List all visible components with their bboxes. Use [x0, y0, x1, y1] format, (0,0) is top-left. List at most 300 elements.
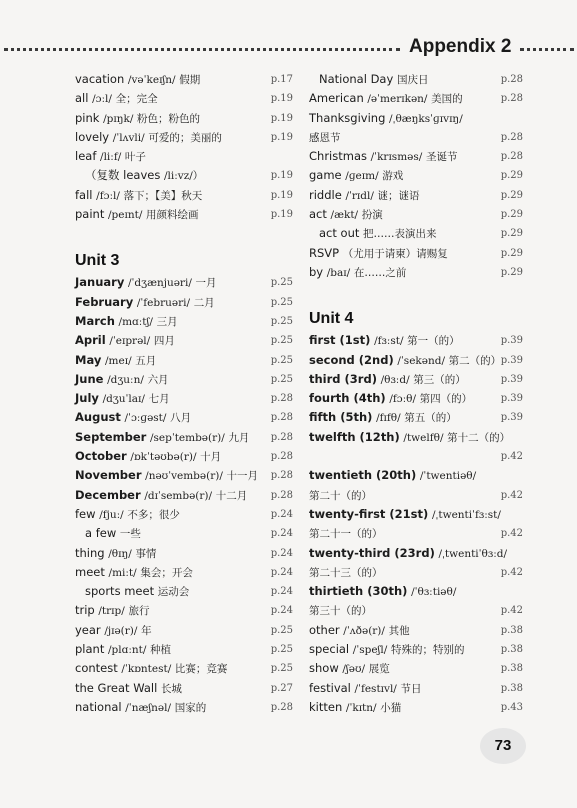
entry-word: thing — [75, 545, 105, 560]
glossary-row — [75, 447, 293, 466]
entry-phonetic: /fɔːl/ — [96, 189, 120, 202]
entry-page-ref: p.24 — [270, 508, 293, 520]
entry-page-ref: p.28 — [270, 412, 293, 424]
unit-4-entries — [309, 331, 523, 717]
entry-meaning: 感恩节 — [309, 131, 341, 144]
right-column — [309, 70, 523, 717]
left-column — [75, 70, 293, 717]
entry-phonetic: /ˈθɜːtiəθ/ — [411, 586, 457, 599]
glossary-row — [309, 70, 523, 89]
entry-phonetic: /twelfθ/ — [403, 431, 444, 444]
glossary-entry — [75, 293, 215, 313]
entry-phonetic: /ˈrɪdl/ — [345, 189, 374, 202]
entry-meaning: 第一（的） — [407, 335, 460, 348]
entry-meaning: 三月 — [156, 315, 178, 328]
entry-page-ref: p.38 — [500, 624, 523, 636]
entry-phonetic: /dɪˈsembə(r)/ — [144, 489, 213, 502]
entry-meaning: 在……之前 — [353, 266, 407, 279]
entry-meaning: 第二十三（的） — [309, 566, 383, 579]
entry-meaning: 十月 — [200, 451, 222, 464]
entry-meaning: 落下；【美】秋天 — [123, 189, 203, 202]
glossary-row — [309, 563, 523, 582]
glossary-entry — [75, 447, 221, 467]
glossary-row — [75, 679, 293, 698]
entry-word: show — [309, 661, 339, 676]
entry-word: a few — [85, 526, 117, 541]
glossary-entry — [75, 505, 180, 525]
glossary-entry — [309, 408, 457, 428]
entry-meaning: 十二月 — [215, 489, 248, 502]
glossary-row — [309, 659, 523, 678]
entry-meaning: 第二十（的） — [309, 489, 372, 502]
glossary-row — [75, 351, 293, 370]
dotted-rule-right — [520, 48, 574, 51]
entry-phonetic: /mɑːtʃ/ — [118, 315, 153, 328]
glossary-row — [75, 621, 293, 640]
entry-page-ref: p.24 — [270, 547, 293, 559]
glossary-row — [75, 582, 293, 601]
glossary-entry — [309, 244, 448, 264]
entry-page-ref: p.39 — [500, 373, 523, 385]
glossary-row — [309, 621, 523, 640]
unit-4-heading: Unit 4 — [309, 310, 354, 328]
entry-page-ref: p.28 — [270, 489, 293, 501]
entry-phonetic: /meɪ/ — [105, 354, 132, 367]
entry-phonetic: /jɪə(r)/ — [104, 624, 138, 637]
entry-word: act out — [319, 226, 360, 241]
glossary-entry — [75, 147, 146, 167]
glossary-entry — [309, 466, 476, 486]
glossary-entry — [75, 166, 203, 186]
glossary-row — [309, 370, 523, 389]
glossary-entry — [75, 698, 206, 718]
glossary-row — [309, 466, 523, 485]
entry-page-ref: p.29 — [500, 266, 523, 278]
entry-phonetic: /ˈʌðə(r)/ — [343, 624, 385, 637]
entry-phonetic: /dʒuˈlaɪ/ — [102, 393, 145, 406]
entry-word: festival — [309, 680, 351, 695]
entry-meaning: 扮演 — [361, 209, 383, 222]
entry-page-ref: p.24 — [270, 566, 293, 578]
entry-phonetic: /ˈnæʃnəl/ — [125, 701, 172, 714]
entry-phonetic: /əˈmerɪkən/ — [367, 93, 428, 106]
glossary-row — [75, 466, 293, 485]
entry-word: American — [309, 91, 364, 106]
glossary-row — [309, 331, 523, 350]
glossary-row — [309, 447, 523, 466]
glossary-row — [309, 224, 523, 243]
entry-meaning: 旅行 — [128, 605, 150, 618]
dotted-rule-left — [4, 48, 400, 51]
entry-word: August — [75, 410, 121, 425]
entry-word: third (3rd) — [309, 371, 377, 386]
glossary-entry — [309, 109, 463, 129]
entry-meaning: 国家的 — [174, 701, 207, 714]
entry-phonetic: /nəʊˈvembə(r)/ — [145, 470, 223, 483]
glossary-row — [75, 370, 293, 389]
unit-3-heading: Unit 3 — [75, 252, 120, 270]
entry-meaning: 全；完全 — [115, 93, 158, 106]
entry-word: meet — [75, 564, 105, 579]
entry-word: all — [75, 91, 89, 106]
glossary-entry — [75, 428, 249, 448]
glossary-row — [309, 486, 523, 505]
entry-page-ref: p.19 — [270, 170, 293, 182]
entry-phonetic: /ˌtwentiˈθɜːd/ — [438, 547, 508, 560]
entry-page-ref: p.29 — [500, 247, 523, 259]
entry-page-ref: p.29 — [500, 209, 523, 221]
entry-word: October — [75, 449, 127, 464]
entry-meaning: 一些 — [119, 528, 141, 541]
entry-word: special — [309, 642, 350, 657]
entry-page-ref: p.24 — [270, 528, 293, 540]
entry-meaning: 节日 — [400, 682, 422, 695]
entry-page-ref: p.29 — [500, 228, 523, 240]
entry-word: February — [75, 294, 134, 309]
glossary-entry — [309, 563, 383, 583]
glossary-row — [309, 389, 523, 408]
glossary-entry — [309, 524, 383, 544]
glossary-row — [309, 109, 523, 128]
entry-meaning: 可爱的；美丽的 — [148, 131, 222, 144]
entry-phonetic: /ˌtwentiˈfɜːst/ — [431, 508, 501, 521]
entry-page-ref: p.24 — [270, 586, 293, 598]
entry-phonetic: /θɜːd/ — [380, 373, 410, 386]
entry-page-ref: p.39 — [500, 412, 523, 424]
glossary-row — [309, 640, 523, 659]
entry-page-ref: p.25 — [270, 277, 293, 289]
glossary-row — [75, 312, 293, 331]
entry-meaning: 谜；谜语 — [377, 189, 420, 202]
entry-page-ref: p.25 — [270, 296, 293, 308]
entry-phonetic: /ˌθæŋksˈɡɪvɪŋ/ — [389, 112, 463, 125]
entry-page-ref: p.28 — [270, 701, 293, 713]
entry-word: other — [309, 622, 340, 637]
entry-word: May — [75, 352, 102, 367]
glossary-row — [309, 147, 523, 166]
entry-meaning: 美国的 — [431, 93, 463, 106]
entry-phonetic: /liːvz/） — [164, 170, 204, 183]
entry-word: fourth (4th) — [309, 391, 386, 406]
glossary-row — [309, 263, 523, 282]
page-number: 73 — [480, 728, 526, 764]
glossary-entry — [309, 331, 460, 351]
entry-word: June — [75, 371, 104, 386]
glossary-entry — [75, 273, 217, 293]
glossary-row — [75, 524, 293, 543]
entry-phonetic: /ˈɔːɡəst/ — [124, 412, 167, 425]
glossary-entry — [75, 621, 152, 641]
glossary-row — [309, 408, 523, 427]
entry-page-ref: p.42 — [500, 566, 523, 578]
glossary-row — [309, 205, 523, 224]
entry-phonetic: /ˈfebruəri/ — [136, 296, 191, 309]
entry-word: vacation — [75, 72, 125, 86]
glossary-entry — [75, 70, 200, 90]
glossary-entry — [309, 370, 466, 390]
glossary-entry — [309, 89, 463, 109]
entry-meaning: 六月 — [147, 373, 169, 386]
glossary-row — [309, 89, 523, 108]
entry-meaning: 粉色；粉色的 — [137, 112, 201, 125]
entry-meaning: 第四（的） — [419, 393, 473, 406]
entry-meaning: 展览 — [368, 663, 390, 676]
glossary-row — [309, 582, 523, 601]
entry-page-ref: p.39 — [500, 335, 523, 347]
entry-page-ref: p.27 — [270, 682, 293, 694]
entry-phonetic: /fɔːθ/ — [389, 393, 417, 406]
entry-meaning: 第十二（的） — [447, 431, 511, 444]
entry-page-ref: p.38 — [500, 644, 523, 656]
glossary-row — [75, 205, 293, 224]
entry-meaning: 特殊的；特别的 — [390, 644, 465, 657]
glossary-row — [309, 544, 523, 563]
entry-word: twenty-third (23rd) — [309, 545, 435, 560]
glossary-entry — [75, 89, 158, 109]
entry-page-ref: p.19 — [270, 93, 293, 105]
entry-meaning: 叶子 — [124, 151, 146, 164]
entry-phonetic: /ˈkrɪsməs/ — [370, 151, 423, 164]
entry-page-ref: p.43 — [500, 701, 523, 713]
entry-meaning: 年 — [141, 624, 152, 637]
entry-meaning: 七月 — [148, 393, 170, 406]
entry-meaning: 假期 — [179, 74, 201, 86]
glossary-entry — [309, 544, 507, 564]
entry-word: kitten — [309, 699, 343, 714]
entry-page-ref: p.28 — [270, 393, 293, 405]
entry-page-ref: p.19 — [270, 112, 293, 124]
glossary-row — [75, 601, 293, 620]
glossary-row — [309, 351, 523, 370]
entry-word: lovely — [75, 129, 110, 144]
glossary-row — [75, 147, 293, 166]
glossary-entry — [309, 186, 420, 206]
entry-meaning: 集会；开会 — [140, 566, 193, 579]
entry-page-ref: p.25 — [270, 663, 293, 675]
entry-meaning: 长城 — [160, 682, 182, 695]
entry-phonetic: /fjuː/ — [99, 508, 124, 521]
glossary-row — [75, 389, 293, 408]
entry-word: twelfth (12th) — [309, 429, 400, 444]
entry-meaning: 十一月 — [226, 470, 259, 483]
entry-phonetic: /dʒuːn/ — [107, 373, 144, 386]
entry-phonetic: /ˈspeʃl/ — [352, 644, 388, 657]
entry-phonetic: /ˈdʒænjuəri/ — [128, 277, 192, 290]
glossary-row — [309, 128, 523, 147]
glossary-entry — [75, 186, 202, 206]
entry-page-ref: p.38 — [500, 663, 523, 675]
entry-page-ref: p.19 — [270, 189, 293, 201]
glossary-row — [309, 244, 523, 263]
glossary-entry — [309, 224, 437, 244]
glossary-entry — [75, 312, 178, 332]
entry-phonetic: /vəˈkeɪʃn/ — [127, 74, 176, 86]
section-gap — [309, 282, 523, 307]
glossary-entry — [309, 351, 501, 371]
glossary-entry — [309, 582, 456, 602]
entry-phonetic: /peɪnt/ — [108, 209, 143, 222]
glossary-row — [75, 293, 293, 312]
page-header — [0, 34, 577, 64]
glossary-row — [75, 486, 293, 505]
glossary-row — [309, 524, 523, 543]
glossary-entry — [75, 640, 171, 660]
entry-word: fifth (5th) — [309, 410, 373, 425]
entry-phonetic: /ɔːl/ — [92, 93, 112, 106]
glossary-entry — [309, 128, 341, 148]
entry-word: trip — [75, 603, 95, 618]
entry-word: year — [75, 622, 101, 637]
glossary-row — [309, 679, 523, 698]
entry-phonetic: /ˈkɒntest/ — [121, 663, 172, 676]
glossary-entry — [75, 524, 141, 544]
entry-page-ref: p.28 — [270, 431, 293, 443]
entry-word: riddle — [309, 187, 342, 202]
entry-page-ref: p.28 — [500, 93, 523, 105]
glossary-entry — [309, 486, 372, 506]
glossary-row — [75, 563, 293, 582]
entry-word: （复数 leaves — [85, 168, 161, 183]
entry-page-ref: p.29 — [500, 189, 523, 201]
entry-phonetic: /ˈtwentiəθ/ — [419, 470, 477, 483]
glossary-entry — [75, 563, 193, 583]
glossary-row — [75, 166, 293, 185]
entry-word: first (1st) — [309, 333, 371, 348]
glossary-entry — [309, 389, 472, 409]
glossary-row — [75, 505, 293, 524]
glossary-row — [309, 601, 523, 620]
entry-phonetic: /ʃəʊ/ — [342, 663, 366, 676]
entry-word: April — [75, 333, 106, 348]
glossary-row — [75, 408, 293, 427]
glossary-entry — [75, 370, 169, 390]
entry-phonetic: /miːt/ — [108, 566, 137, 579]
entry-phonetic: /baɪ/ — [326, 266, 351, 279]
entry-page-ref: p.25 — [270, 354, 293, 366]
glossary-row — [75, 659, 293, 678]
glossary-entry — [309, 621, 410, 641]
entry-phonetic: /fɪfθ/ — [376, 412, 401, 425]
entry-meaning: 九月 — [228, 431, 250, 444]
glossary-row — [75, 128, 293, 147]
entry-page-ref: p.28 — [500, 151, 523, 163]
entry-meaning: 种植 — [150, 644, 172, 657]
glossary-entry — [75, 601, 149, 621]
entry-meaning: 第三十（的） — [309, 605, 372, 618]
entry-meaning: 第五（的） — [404, 412, 457, 425]
entry-meaning: 八月 — [170, 412, 192, 425]
entry-word: the Great Wall — [75, 680, 158, 695]
entry-phonetic: /ˈfestɪvl/ — [354, 682, 397, 695]
entry-meaning: 事情 — [135, 547, 157, 560]
entry-page-ref: p.25 — [270, 315, 293, 327]
entry-phonetic: /ˈkɪtn/ — [345, 701, 377, 714]
entry-page-ref: p.42 — [500, 489, 523, 501]
glossary-row — [75, 428, 293, 447]
glossary-entry — [75, 659, 227, 679]
entry-meaning: 用颜料绘画 — [146, 209, 199, 222]
glossary-entry — [309, 166, 403, 186]
entry-page-ref: p.42 — [500, 451, 523, 463]
entry-word: March — [75, 313, 115, 328]
entry-meaning: 其他 — [388, 624, 410, 637]
glossary-entry — [75, 351, 156, 371]
glossary-entry — [75, 205, 199, 225]
right-top-entries — [309, 70, 523, 282]
glossary-row — [309, 505, 523, 524]
unit-3-entries — [75, 273, 293, 717]
entry-page-ref: p.24 — [270, 605, 293, 617]
glossary-entry — [309, 698, 401, 718]
glossary-row — [75, 273, 293, 292]
entry-page-ref: p.25 — [270, 624, 293, 636]
glossary-entry — [75, 109, 200, 129]
entry-word: pink — [75, 110, 100, 125]
glossary-row — [75, 544, 293, 563]
glossary-entry — [309, 640, 464, 660]
entry-page-ref: p.17 — [270, 74, 293, 85]
glossary-entry — [75, 466, 258, 486]
entry-phonetic: /liːf/ — [100, 151, 122, 164]
entry-word: by — [309, 264, 324, 279]
entry-page-ref: p.42 — [500, 605, 523, 617]
entry-word: Christmas — [309, 149, 367, 164]
entry-meaning: 把……表演出来 — [363, 228, 437, 241]
entry-phonetic: /pɪŋk/ — [103, 112, 134, 125]
entry-page-ref: p.28 — [270, 451, 293, 463]
entry-word: Thanksgiving — [309, 110, 386, 125]
entry-meaning: 五月 — [135, 354, 157, 367]
entry-word: game — [309, 168, 342, 183]
glossary-entry — [75, 582, 189, 602]
glossary-row — [75, 109, 293, 128]
entry-meaning: 二月 — [193, 296, 215, 309]
entry-page-ref: p.25 — [270, 373, 293, 385]
entry-phonetic: /θɪŋ/ — [108, 547, 132, 560]
entry-phonetic: /ˈeɪprəl/ — [109, 335, 151, 348]
entry-page-ref: p.38 — [500, 682, 523, 694]
glossary-row — [75, 89, 293, 108]
entry-page-ref: p.25 — [270, 644, 293, 656]
entry-phonetic: /ˈlʌvli/ — [112, 131, 145, 144]
glossary-row — [75, 698, 293, 717]
entry-word: December — [75, 487, 141, 502]
glossary-entry — [309, 505, 501, 525]
entry-phonetic: /ɡeɪm/ — [345, 170, 379, 183]
entry-word: thirtieth (30th) — [309, 584, 408, 599]
entry-word: National Day — [319, 72, 394, 86]
entry-word: twenty-first (21st) — [309, 506, 429, 521]
entry-word: contest — [75, 661, 118, 676]
entry-page-ref: p.19 — [270, 209, 293, 221]
glossary-entry — [309, 659, 390, 679]
entry-word: paint — [75, 207, 105, 222]
entry-meaning: 第三（的） — [413, 373, 466, 386]
glossary-row — [75, 186, 293, 205]
entry-phonetic: /trɪp/ — [98, 605, 125, 618]
entry-meaning: 游戏 — [382, 170, 404, 183]
entry-phonetic: /ˈsekənd/ — [397, 354, 445, 367]
entry-phonetic: /ækt/ — [330, 209, 359, 222]
entry-meaning: 运动会 — [157, 586, 190, 599]
entry-page-ref: p.28 — [500, 74, 523, 85]
glossary-row — [75, 640, 293, 659]
entry-word: September — [75, 429, 147, 444]
glossary-entry — [309, 263, 406, 283]
entry-word: twentieth (20th) — [309, 468, 417, 483]
entry-page-ref: p.28 — [270, 470, 293, 482]
entry-phonetic: /plɑːnt/ — [108, 644, 147, 657]
